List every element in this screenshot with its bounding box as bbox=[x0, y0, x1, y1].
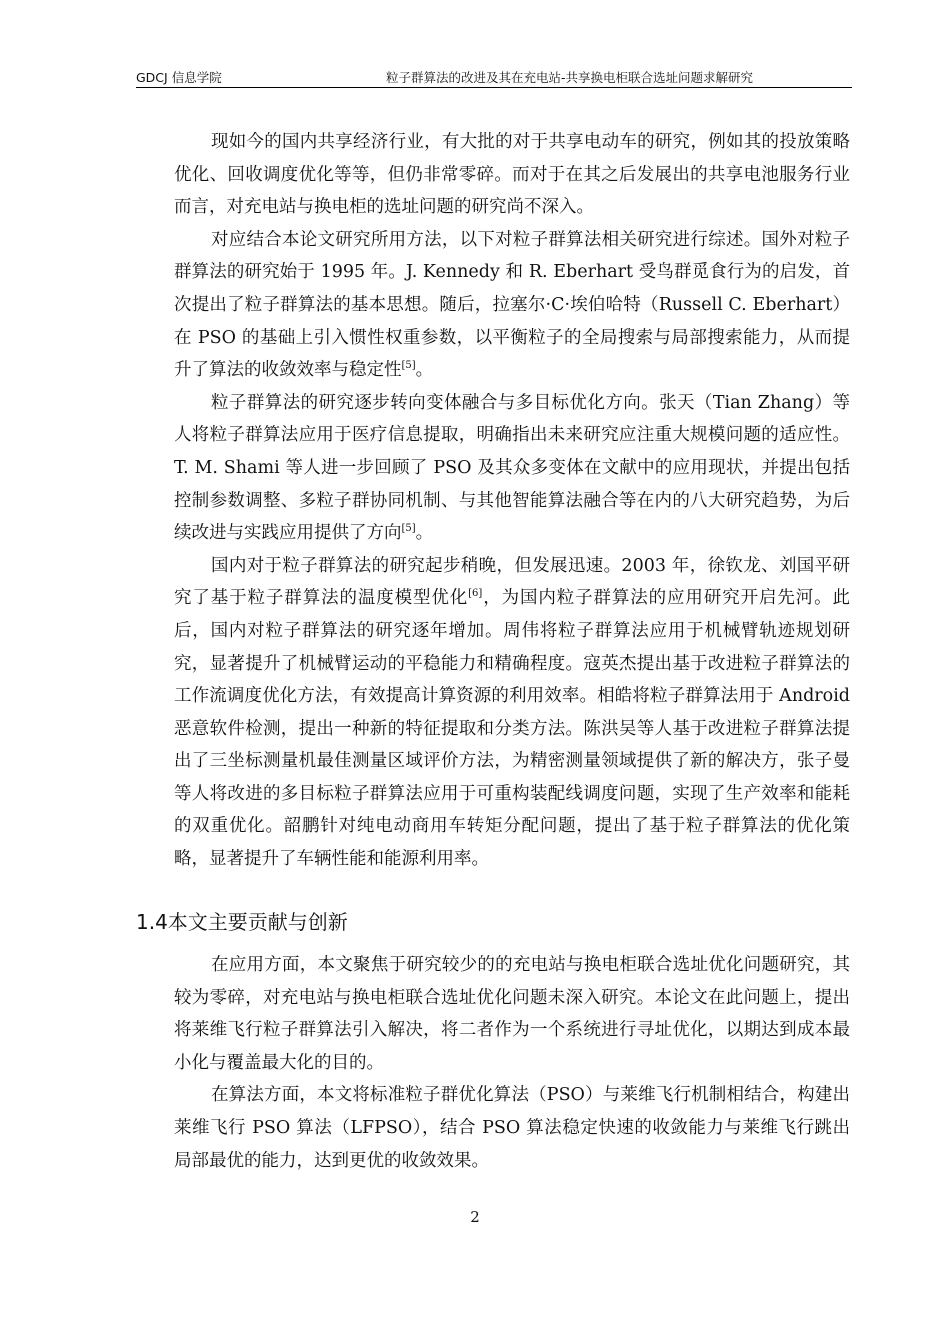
paragraph bbox=[174, 224, 850, 387]
paragraph-tail: ，为国内粒子群算法的应用研究开启先河。此后，国内对粒子群算法的研究逐年增加。周伟将粒子群算法应用于机械臂轨迹规划研究，显著提升了机械臂运动的平稳能力和精确程度。寇英杰提出基于改进粒子群算法的工作流调度优化方法，有效提高计算资源的利用效率。相皓将粒子群算法用于 Android 恶意软件检测，提出一种新的特征提取和分类方法。陈洪吴等人基于改进粒子群算法提出了三坐标测量机最佳测量区域评价方法，为精密测量领域提供了新的解决方，张子曼等人将改进的多目标粒子群算法应用于可重构装配线调度问题，实现了生产效率和能耗的双重优化。韶鹏针对纯电动商用车转矩分配问题，提出了基于粒子群算法的优化策略，显著提升了车辆性能和能源利用率。 bbox=[174, 588, 851, 870]
paragraph bbox=[174, 387, 850, 550]
paragraph bbox=[174, 550, 850, 876]
paragraph-tail: 。 bbox=[415, 523, 434, 544]
page-number: 2 bbox=[470, 1208, 480, 1226]
paragraph: 在应用方面，本文聚焦于研究较少的的充电站与换电柜联合选址优化问题研究，其较为零碎，对充电站与换电柜联合选址优化问题未深入研究。本论文在此问题上，提出将莱维飞行粒子群算法引入解决，将二者作为一个系统进行寻址优化，以期达到成本最小化与覆盖最大化的目的。 bbox=[174, 955, 850, 1073]
header-rule bbox=[136, 87, 852, 88]
citation: [5] bbox=[401, 523, 416, 535]
paragraph-text: 对应结合本论文研究所用方法，以下对粒子群算法相关研究进行综述。国外对粒子群算法的研究始于 1995 年。J. Kennedy 和 R. Eberhart 受鸟群觅食行为的启发，首次提出了粒子群算法的基本思想。随后，拉塞尔·C·埃伯哈特（Russell C. Eberhart）在 PSO 的基础上引入惯性权重参数，以平衡粒子的全局搜索与局部搜索能力，从而提升了算法的收敛效率与稳定性 bbox=[174, 229, 850, 381]
paragraph-text: 粒子群算法的研究逐步转向变体融合与多目标优化方向。张天（Tian Zhang）等人将粒子群算法应用于医疗信息提取，明确指出未来研究应注重大规模问题的适应性。T. M. Shami 等人进一步回顾了 PSO 及其众多变体在文献中的应用现状，并提出包括控制参数调整、多粒子群协同机制、与其他智能算法融合等在内的八大研究趋势，为后续改进与实践应用提供了方向 bbox=[174, 392, 850, 544]
paragraph-tail: 。 bbox=[415, 360, 434, 381]
paragraph-text: 国内对于粒子群算法的研究起步稍晚，但发展迅速。2003 年，徐钦龙、刘国平研究了基于粒子群算法的温度模型优化 bbox=[174, 555, 850, 609]
citation: [6] bbox=[468, 588, 483, 600]
paragraph-text: 现如今的国内共享经济行业，有大批的对于共享电动车的研究，例如其的投放策略优化、回收调度优化等等，但仍非常零碎。而对于在其之后发展出的共享电池服务行业而言，对充电站与换电柜的选址问题的研究尚不深入。 bbox=[174, 132, 850, 218]
page-header bbox=[136, 64, 852, 88]
section-body-text bbox=[174, 949, 850, 1177]
citation: [5] bbox=[401, 360, 416, 372]
paragraph bbox=[174, 126, 850, 224]
header-thesis-title: 粒子群算法的改进及其在充电站-共享换电柜联合选址问题求解研究 bbox=[386, 70, 754, 85]
body-text bbox=[174, 126, 850, 876]
paragraph: 在算法方面，本文将标准粒子群优化算法（PSO）与莱维飞行机制相结合，构建出莱维飞行 PSO 算法（LFPSO），结合 PSO 算法稳定快速的收敛能力与莱维飞行跳出局部最优的能力，达到更优的收敛效果。 bbox=[174, 1085, 850, 1171]
section-heading: 1.4本文主要贡献与创新 bbox=[136, 910, 348, 934]
header-institution: GDCJ 信息学院 bbox=[136, 70, 222, 85]
